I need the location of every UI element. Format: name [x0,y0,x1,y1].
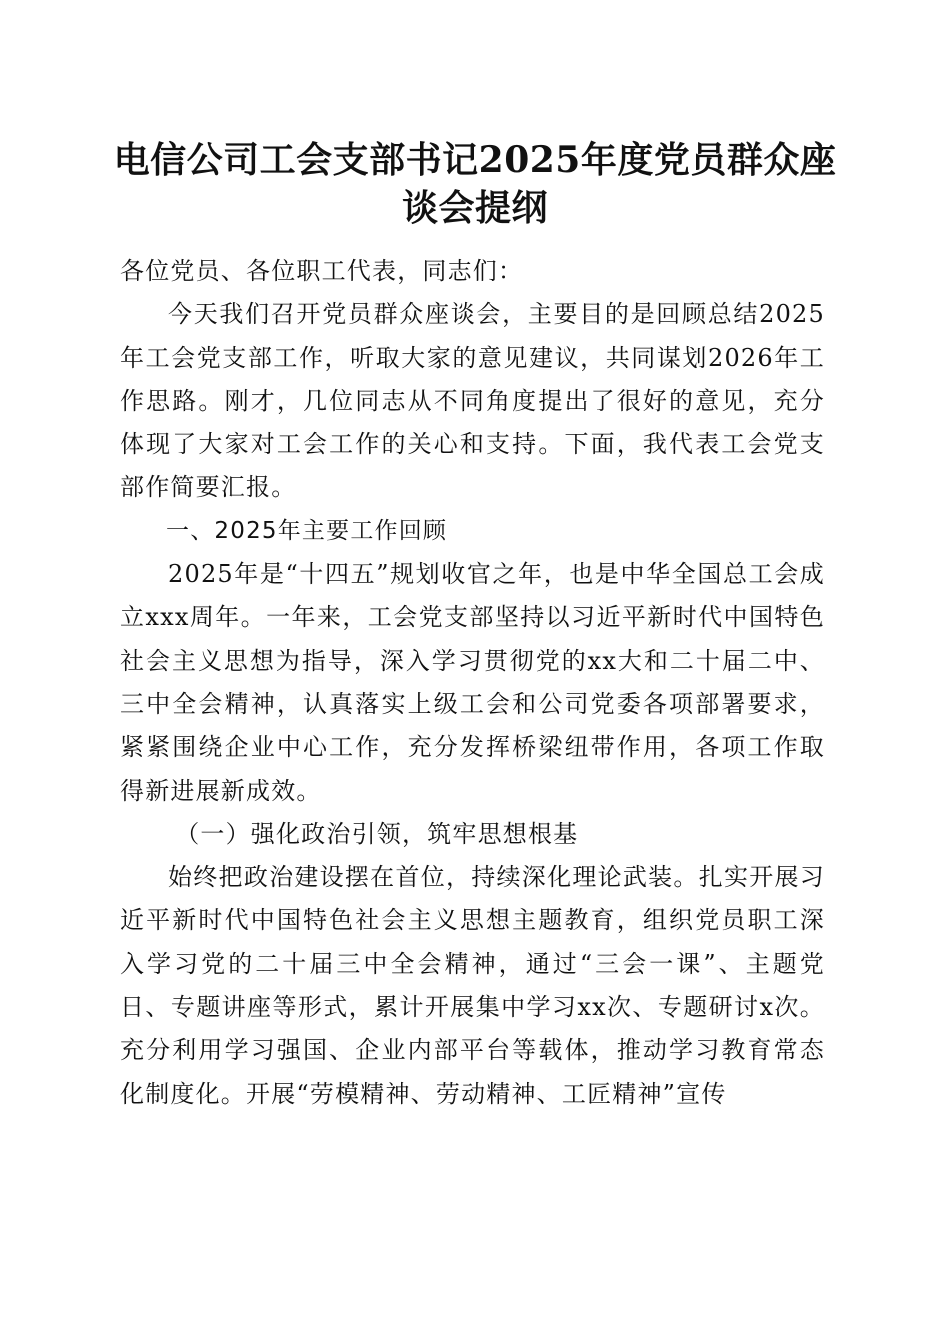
subsection-paragraph: 始终把政治建设摆在首位，持续深化理论武装。扎实开展习近平新时代中国特色社会主义思想主题教育，组织党员职工深入学习党的二十届三中全会精神，通过“三会一课”、主题党日、专题讲座等形式，累计开展集中学习xx次、专题研讨x次。充分利用学习强国、企业内部平台等载体，推动学习教育常态化制度化。开展“劳模精神、劳动精神、工匠精神”宣传 [120,863,825,1108]
document-title [100,136,850,232]
title-line-1: 电信公司工会支部书记2025年度党员群众座 [113,139,837,181]
intro-paragraph: 今天我们召开党员群众座谈会，主要目的是回顾总结2025年工会党支部工作，听取大家的意见建议，共同谋划2026年工作思路。刚才，几位同志从不同角度提出了很好的意见，充分体现了大家对工会工作的关心和支持。下面，我代表工会党支部作简要汇报。 [120,300,825,502]
subsection-heading: （一）强化政治引领，筑牢思想根基 [175,819,579,848]
salutation: 各位党员、各位职工代表，同志们： [120,257,524,285]
document-body [120,250,825,1116]
title-line-2: 谈会提纲 [401,187,548,229]
section-heading: 一、2025年主要工作回顾 [166,517,448,544]
section-paragraph: 2025年是“十四五”规划收官之年，也是中华全国总工会成立xxx周年。一年来，工会党支部坚持以习近平新时代中国特色社会主义思想为指导，深入学习贯彻党的xx大和二十届二中、三中全会精神，认真落实上级工会和公司党委各项部署要求，紧紧围绕企业中心工作，充分发挥桥梁纽带作用，各项工作取得新进展新成效。 [120,560,825,805]
